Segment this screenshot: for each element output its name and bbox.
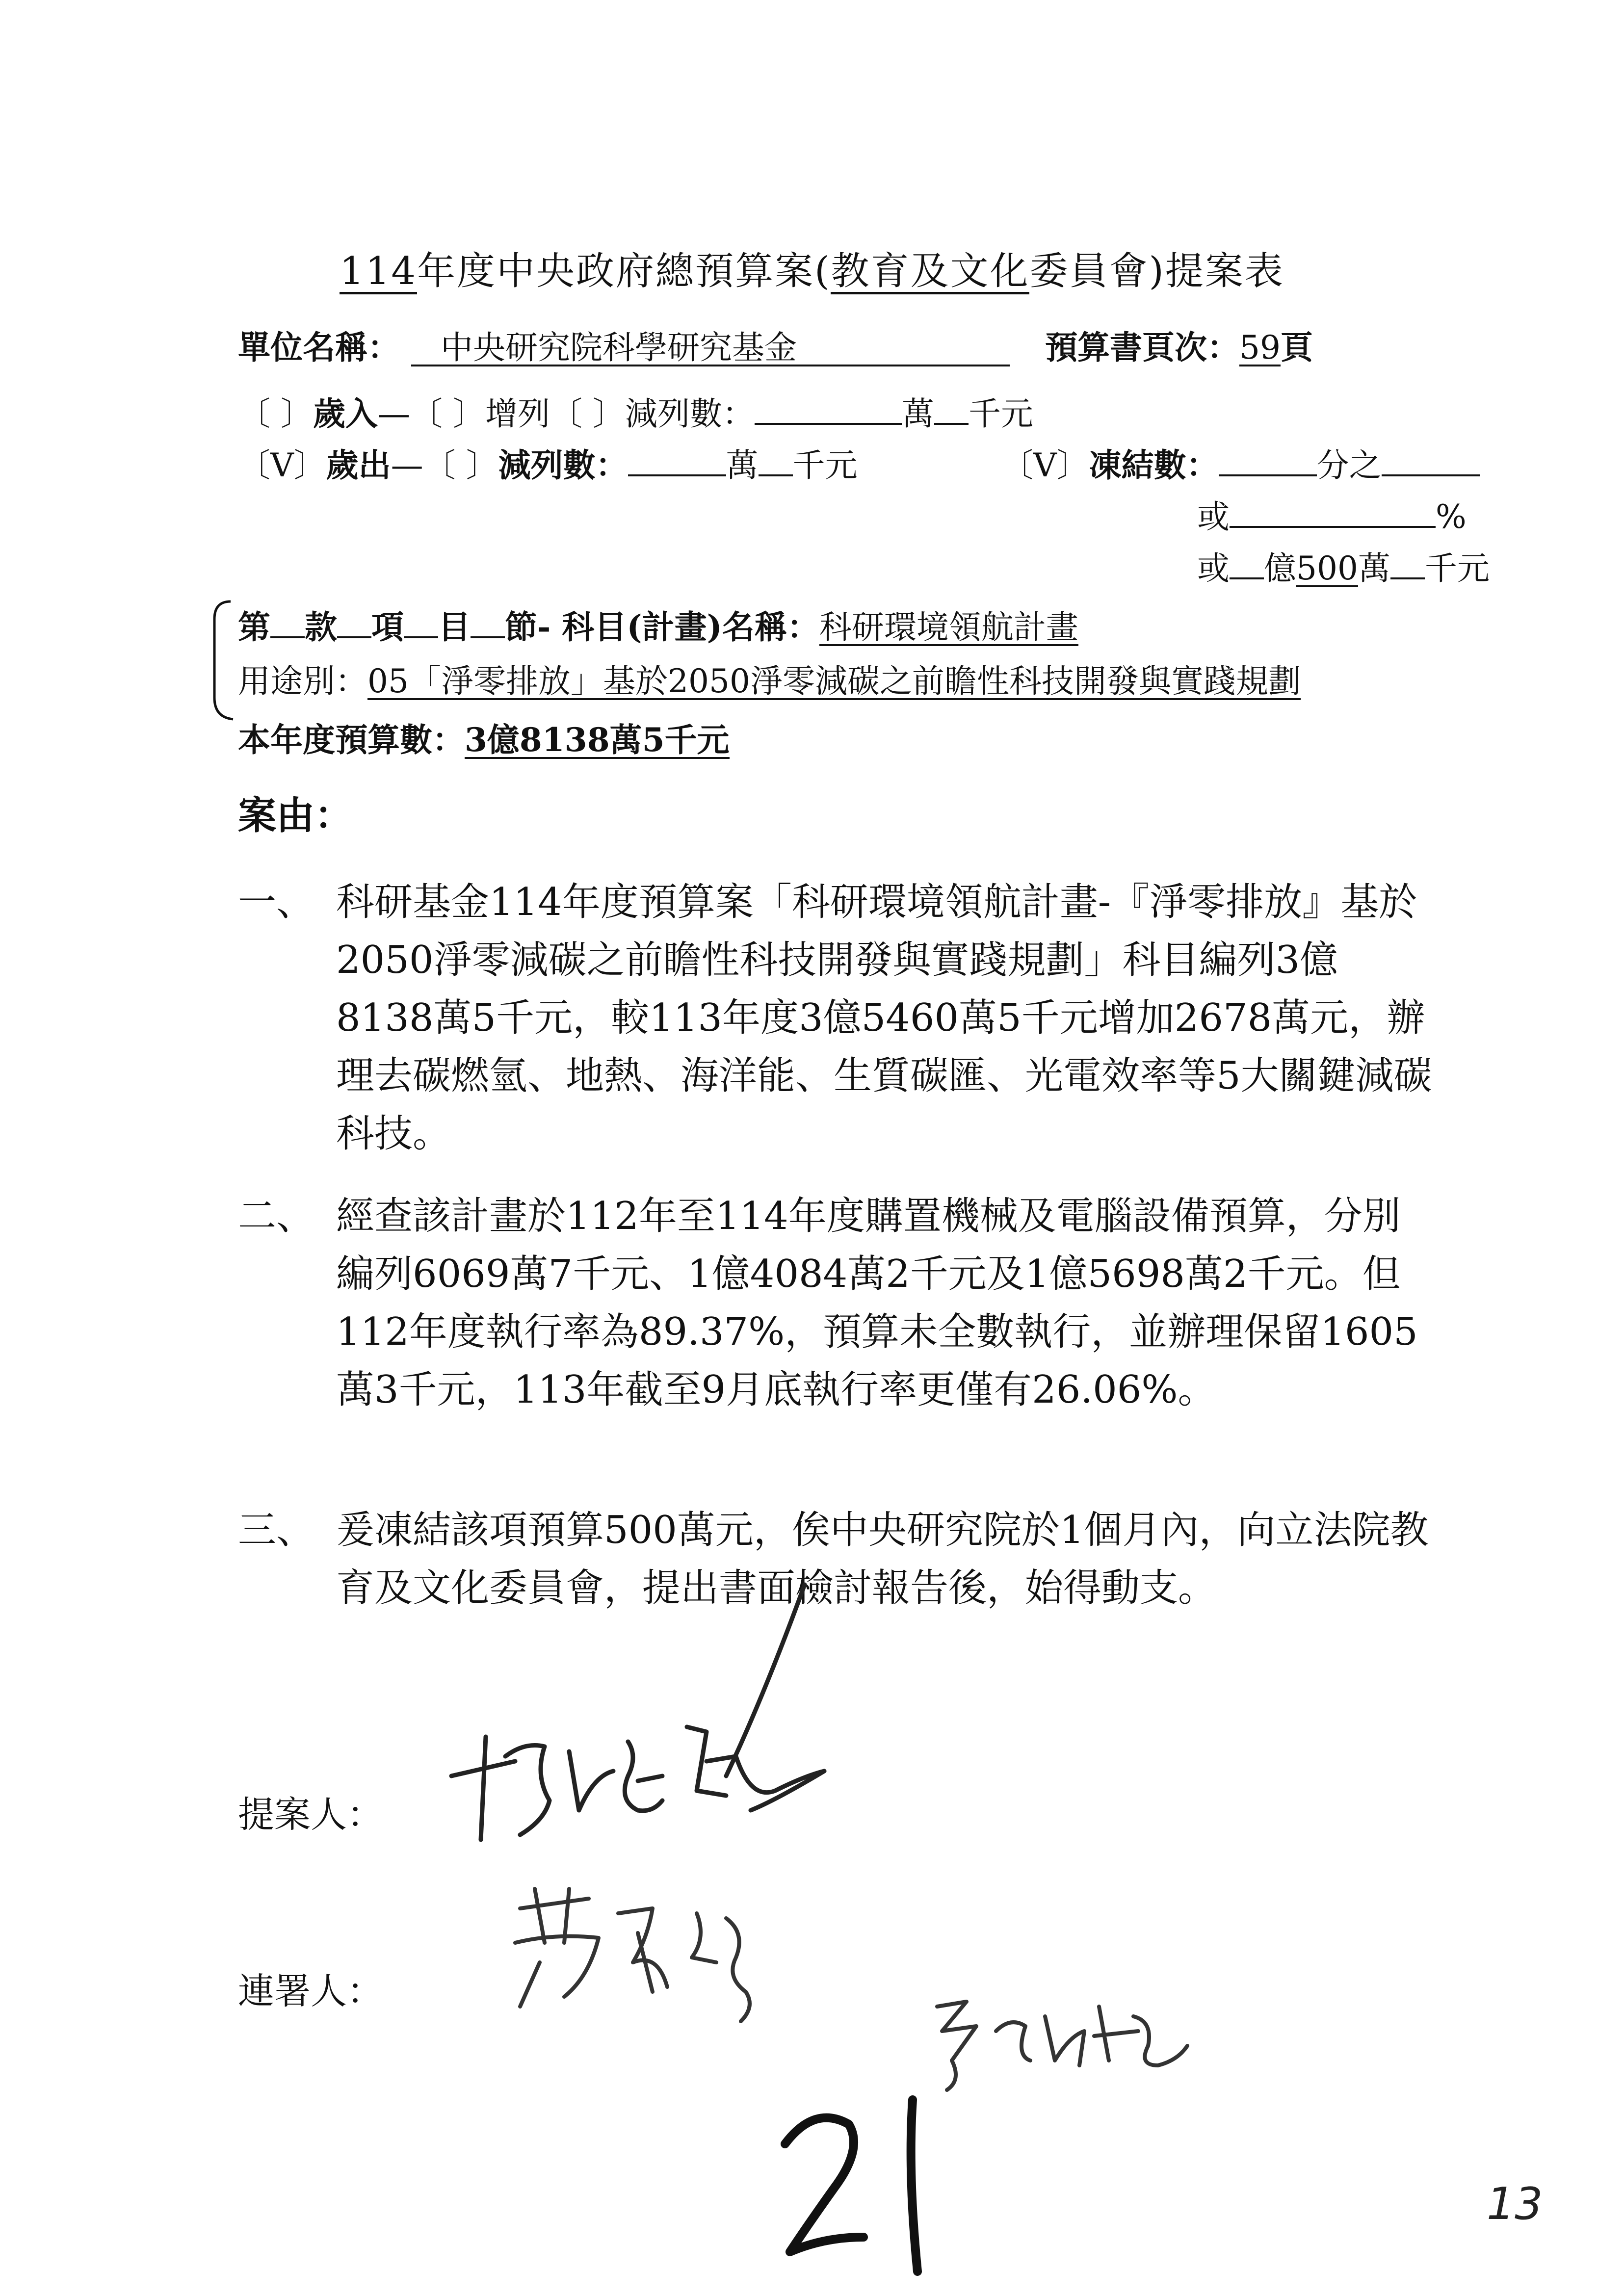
proposer-label: 提案人： [238,1794,383,1836]
qian-blank [1390,547,1425,579]
subject-label: 科目(計畫)名稱： [562,608,819,646]
expense-label: 歲出 [326,446,391,484]
paragraph-text: 爰凍結該項預算500萬元，俟中央研究院於1個月內，向立法院教育及文化委員會，提出書面檢討報告後，始得動支。 [336,1508,1429,1610]
revenue-mark-2: 〔 〕 [410,395,485,433]
expense-dash: — [391,446,423,484]
revenue-blank-1 [755,392,902,425]
revenue-label: 歲入 [313,394,378,433]
budget-label: 本年度預算數： [238,721,465,759]
revenue-qian: 千元 [968,395,1033,433]
paragraph-2 [238,1187,1435,1419]
paragraph-text: 科研基金114年度預算案「科研環境領航計畫-『淨零排放』基於2050淨零減碳之前瞻性科技開發與實踐規劃」科目編列3億8138萬5千元，較113年度3億5460萬5千元增加2678萬元，辦理去碳燃氫、地熱、海洋能、生質碳匯、光電效率等5大關鍵減碳科技。 [336,880,1432,1156]
page-value: 59 [1239,329,1281,366]
paragraph-number: 三、 [238,1508,315,1552]
revenue-increase: 增列 [485,395,550,433]
kuan-blank [270,606,305,638]
or-amount-row [1197,542,1490,589]
or-label-1: 或 [1197,498,1230,536]
expense-decrease: 減列數： [498,446,628,484]
cosigner-signature-1 [491,1879,795,2036]
paragraph-1 [238,873,1435,1163]
page-number: 13 [1487,2178,1543,2230]
revenue-dash: — [377,395,410,433]
proposer-signature [432,1545,864,1859]
revenue-mark-1: 〔 〕 [238,395,313,433]
usage-row [238,655,1301,702]
budget-value: 3億8138萬5千元 [465,721,730,759]
document-title [0,240,1624,295]
subject-mu: 目 [438,608,471,646]
expense-qian: 千元 [792,446,858,484]
subject-jie: 節- [505,608,551,646]
title-year: 114 [340,249,417,293]
revenue-decrease: 減列數： [625,395,755,433]
or-label-2: 或 [1197,549,1230,587]
percent-blank [1230,496,1436,528]
freeze-label: 凍結數： [1089,446,1219,484]
percent-sign: % [1436,498,1467,536]
wan-label: 萬 [1358,549,1390,587]
expense-mark-2: 〔 〕 [423,446,498,484]
freeze-fen: 分之 [1316,446,1382,484]
subject-bracket [209,600,238,722]
title-committee: 教育及文化 [831,249,1030,293]
handwritten-page-number [765,2075,971,2281]
unit-row [238,321,1010,368]
expense-row [238,439,858,486]
expense-blank-2 [759,444,793,476]
paragraph-text: 經查該計畫於112年至114年度購置機械及電腦設備預算，分別編列6069萬7千元、1億4084萬2千元及1億5698萬2千元。但112年度執行率為89.37%，預算未全數執行，並辦理保留1605萬3千元，113年截至9月底執行率更僅有26.06%。 [336,1194,1418,1412]
revenue-row [238,388,1033,434]
qian-label: 千元 [1424,549,1490,587]
revenue-mark-3: 〔 〕 [550,395,625,433]
subject-xiang: 項 [371,608,404,646]
budget-page-row [1045,321,1313,368]
page-label: 預算書頁次： [1045,328,1239,366]
expense-wan: 萬 [726,446,759,484]
expense-mark-1: 〔V〕 [238,446,326,484]
or-percent-row [1197,491,1467,537]
freeze-row [1001,439,1480,486]
usage-value: 05「淨零排放」基於2050淨零減碳之前瞻性科技開發與實踐規劃 [367,662,1301,700]
unit-value: 中央研究院科學研究基金 [411,331,1010,366]
subject-value: 科研環境領航計畫 [819,608,1078,646]
yi-label: 億 [1264,549,1296,587]
revenue-wan: 萬 [901,395,934,433]
unit-label: 單位名稱： [238,328,400,366]
title-text-b: 委員會)提案表 [1029,249,1284,293]
reason-label: 案由： [238,793,353,838]
paragraph-number: 二、 [238,1194,315,1238]
freeze-blank-2 [1382,444,1480,476]
subject-row [238,601,1078,648]
cosigner-label: 連署人： [238,1970,383,2012]
paragraph-number: 一、 [238,880,315,924]
budget-row [238,714,730,760]
title-text-a: 年度中央政府總預算案( [417,249,831,293]
subject-kuan: 款 [305,608,337,646]
expense-blank-1 [628,444,726,476]
subject-di: 第 [238,608,270,646]
jie-blank [471,606,505,638]
freeze-blank-1 [1219,444,1317,476]
freeze-amount: 500 [1296,549,1358,587]
usage-label: 用途別： [238,662,367,700]
yi-blank [1230,547,1264,579]
page-suffix: 頁 [1280,328,1313,366]
freeze-mark: 〔V〕 [1001,446,1089,484]
xiang-blank [337,606,371,638]
revenue-blank-2 [934,392,969,425]
mu-blank [404,606,438,638]
